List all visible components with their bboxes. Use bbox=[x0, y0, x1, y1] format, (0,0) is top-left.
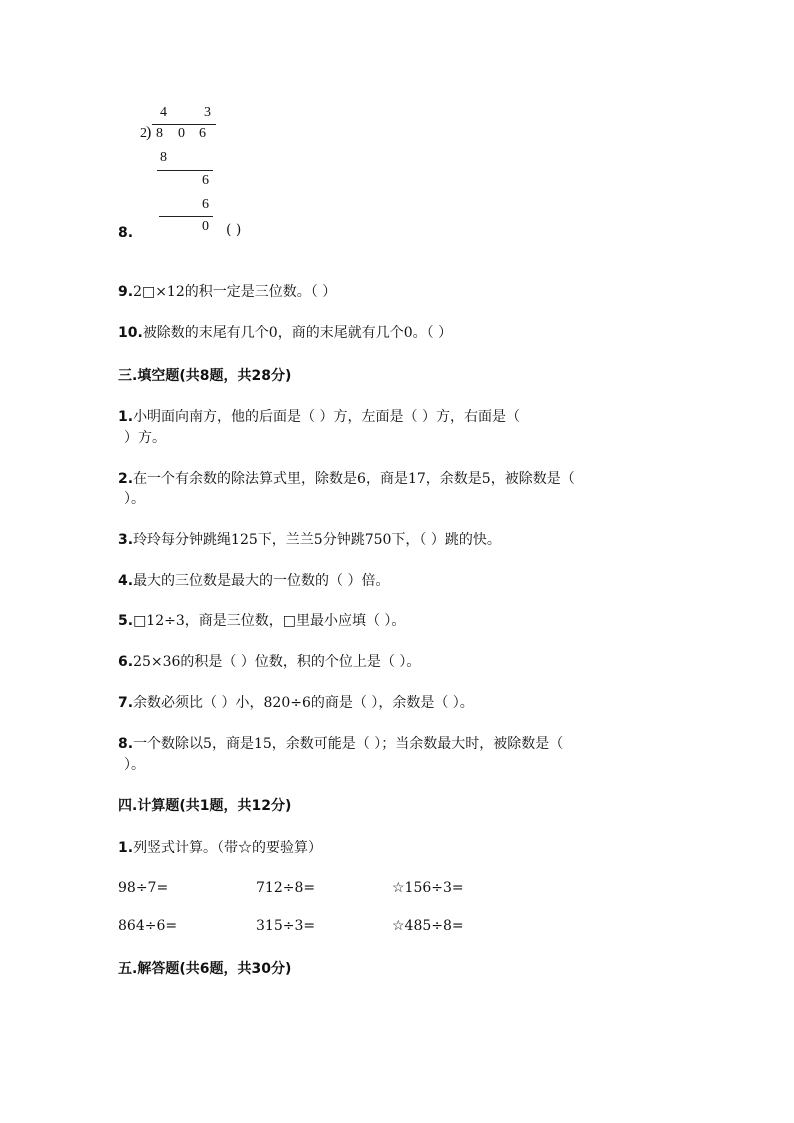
calc-1: 98÷7= bbox=[118, 880, 169, 896]
step3-line bbox=[159, 216, 213, 217]
s3-q6-number: 6. bbox=[118, 654, 134, 670]
s3-q2-number: 2. bbox=[118, 471, 134, 487]
s3-q4 bbox=[118, 571, 390, 591]
q9 bbox=[118, 282, 336, 302]
s3-q2-text: 在一个有余数的除法算式里，除数是6，商是17，余数是5，被除数是（ bbox=[133, 471, 575, 487]
q9-text: 2□×12的积一定是三位数。（ ） bbox=[133, 284, 337, 300]
q10 bbox=[118, 323, 452, 343]
s3-q3-text: 玲玲每分钟跳绳125下，兰兰5分钟跳750下，（ ）跳的快。 bbox=[133, 532, 501, 548]
step1-line bbox=[157, 170, 213, 171]
s3-q2-cont: ）。 bbox=[124, 491, 145, 507]
calc-2: 712÷8= bbox=[256, 880, 316, 896]
divisor: 2 bbox=[140, 126, 147, 141]
q8-answer-paren: ( ) bbox=[226, 222, 242, 238]
calc-5: 315÷3= bbox=[256, 918, 316, 934]
calc-6: ☆485÷8= bbox=[392, 918, 464, 934]
dividend-digit-1: 8 bbox=[156, 126, 163, 141]
q10-text: 被除数的末尾有几个0，商的末尾就有几个0。（ ） bbox=[142, 325, 453, 341]
s3-q1-text: 小明面向南方，他的后面是（ ）方，左面是（ ）方，右面是（ bbox=[133, 409, 520, 425]
remainder-value: 0 bbox=[202, 219, 209, 234]
step1-value: 8 bbox=[160, 150, 167, 165]
s3-q8 bbox=[118, 734, 563, 754]
s4-q1-number: 1. bbox=[118, 840, 134, 856]
s3-q7-number: 7. bbox=[118, 695, 134, 711]
s3-q6 bbox=[118, 652, 420, 672]
s3-q1-cont: ）方。 bbox=[124, 430, 166, 446]
s3-q2 bbox=[118, 469, 575, 489]
s3-q8-text: 一个数除以5，商是15，余数可能是（ ）；当余数最大时，被除数是（ bbox=[133, 736, 564, 752]
division-bracket: ) bbox=[146, 124, 152, 141]
s3-q3 bbox=[118, 530, 501, 550]
calc-4: 864÷6= bbox=[118, 918, 178, 934]
s4-q1 bbox=[118, 838, 322, 858]
s3-q8-number: 8. bbox=[118, 736, 134, 752]
section5-title: 五.解答题(共6题，共30分) bbox=[118, 961, 292, 977]
s3-q5-number: 5. bbox=[118, 613, 134, 629]
q9-number: 9. bbox=[118, 284, 134, 300]
dividend-digit-2: 0 bbox=[178, 126, 185, 141]
division-bar bbox=[152, 124, 216, 125]
s3-q3-number: 3. bbox=[118, 532, 134, 548]
s3-q4-text: 最大的三位数是最大的一位数的（ ）倍。 bbox=[133, 573, 390, 589]
section4-title: 四.计算题(共1题，共12分) bbox=[118, 798, 292, 814]
quotient-digit-2: 3 bbox=[204, 105, 211, 120]
quotient-digit-1: 4 bbox=[160, 105, 167, 120]
step3-value: 6 bbox=[202, 197, 209, 212]
s3-q1 bbox=[118, 407, 520, 427]
step2-value: 6 bbox=[202, 173, 209, 188]
s3-q5-text: □12÷3，商是三位数，□里最小应填（ ）。 bbox=[133, 613, 406, 629]
s3-q6-text: 25×36的积是（ ）位数，积的个位上是（ ）。 bbox=[133, 654, 421, 670]
s3-q1-number: 1. bbox=[118, 409, 134, 425]
s3-q8-cont: ）。 bbox=[124, 757, 145, 773]
q8-number: 8. bbox=[118, 225, 134, 241]
dividend-digit-3: 6 bbox=[199, 126, 206, 141]
section3-title: 三.填空题(共8题，共28分) bbox=[118, 368, 292, 384]
s3-q7-text: 余数必须比（ ）小，820÷6的商是（ ），余数是（ ）。 bbox=[133, 695, 474, 711]
s4-q1-text: 列竖式计算。（带☆的要验算） bbox=[133, 840, 323, 856]
s3-q7 bbox=[118, 693, 474, 713]
calc-3: ☆156÷3= bbox=[392, 880, 464, 896]
s3-q4-number: 4. bbox=[118, 573, 134, 589]
q10-number: 10. bbox=[118, 325, 143, 341]
s3-q5 bbox=[118, 611, 405, 631]
